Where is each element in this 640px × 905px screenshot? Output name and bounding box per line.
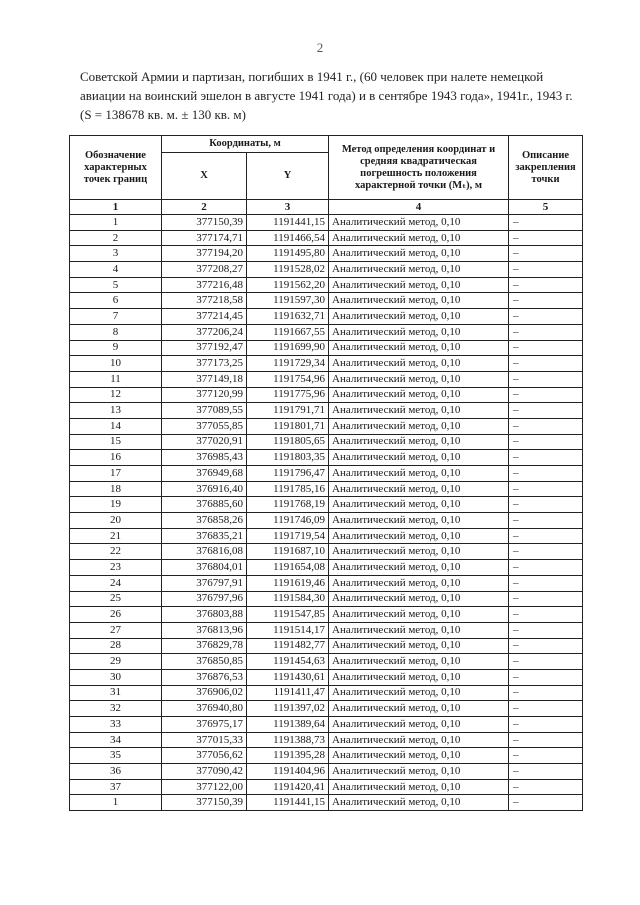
x-coordinate-cell: 376876,53: [162, 669, 247, 685]
point-cell: 3: [70, 246, 162, 262]
y-coordinate-cell: 1191454,63: [247, 654, 329, 670]
x-coordinate-cell: 376797,96: [162, 591, 247, 607]
description-cell: –: [509, 669, 583, 685]
x-coordinate-cell: 377192,47: [162, 340, 247, 356]
method-cell: Аналитический метод, 0,10: [329, 371, 509, 387]
description-cell: –: [509, 607, 583, 623]
description-cell: –: [509, 293, 583, 309]
method-cell: Аналитический метод, 0,10: [329, 434, 509, 450]
description-cell: –: [509, 544, 583, 560]
x-coordinate-cell: 376850,85: [162, 654, 247, 670]
method-cell: Аналитический метод, 0,10: [329, 466, 509, 482]
method-cell: Аналитический метод, 0,10: [329, 481, 509, 497]
y-coordinate-cell: 1191430,61: [247, 669, 329, 685]
description-cell: –: [509, 497, 583, 513]
point-cell: 34: [70, 732, 162, 748]
method-cell: Аналитический метод, 0,10: [329, 513, 509, 529]
point-cell: 37: [70, 779, 162, 795]
point-cell: 2: [70, 230, 162, 246]
x-coordinate-cell: 377056,62: [162, 748, 247, 764]
description-cell: –: [509, 685, 583, 701]
description-cell: –: [509, 450, 583, 466]
x-coordinate-cell: 377208,27: [162, 262, 247, 278]
x-coordinate-cell: 377214,45: [162, 309, 247, 325]
table-row: [70, 560, 583, 576]
table-row: [70, 575, 583, 591]
method-cell: Аналитический метод, 0,10: [329, 528, 509, 544]
point-cell: 30: [70, 669, 162, 685]
table-row: [70, 230, 583, 246]
method-cell: Аналитический метод, 0,10: [329, 418, 509, 434]
y-coordinate-cell: 1191395,28: [247, 748, 329, 764]
y-coordinate-cell: 1191389,64: [247, 717, 329, 733]
y-coordinate-cell: 1191699,90: [247, 340, 329, 356]
x-coordinate-cell: 377218,58: [162, 293, 247, 309]
table-row: [70, 669, 583, 685]
point-cell: 29: [70, 654, 162, 670]
point-cell: 14: [70, 418, 162, 434]
x-coordinate-cell: 377122,00: [162, 779, 247, 795]
method-cell: Аналитический метод, 0,10: [329, 560, 509, 576]
point-cell: 19: [70, 497, 162, 513]
x-coordinate-cell: 377194,20: [162, 246, 247, 262]
x-coordinate-cell: 376906,02: [162, 685, 247, 701]
x-coordinate-cell: 376829,78: [162, 638, 247, 654]
table-row: [70, 591, 583, 607]
table-row: [70, 779, 583, 795]
method-cell: Аналитический метод, 0,10: [329, 701, 509, 717]
table-row: [70, 607, 583, 623]
x-coordinate-cell: 376885,60: [162, 497, 247, 513]
method-cell: Аналитический метод, 0,10: [329, 403, 509, 419]
y-coordinate-cell: 1191404,96: [247, 764, 329, 780]
method-cell: Аналитический метод, 0,10: [329, 717, 509, 733]
x-coordinate-cell: 376804,01: [162, 560, 247, 576]
y-coordinate-cell: 1191687,10: [247, 544, 329, 560]
y-coordinate-cell: 1191597,30: [247, 293, 329, 309]
x-coordinate-cell: 377173,25: [162, 356, 247, 372]
table-row: [70, 717, 583, 733]
point-cell: 27: [70, 622, 162, 638]
point-cell: 26: [70, 607, 162, 623]
x-coordinate-cell: 377216,48: [162, 277, 247, 293]
description-cell: –: [509, 779, 583, 795]
table-row: [70, 685, 583, 701]
y-coordinate-cell: 1191495,80: [247, 246, 329, 262]
x-coordinate-cell: 377150,39: [162, 795, 247, 811]
description-cell: –: [509, 638, 583, 654]
column-number: 5: [509, 200, 583, 215]
y-coordinate-cell: 1191768,19: [247, 497, 329, 513]
method-cell: Аналитический метод, 0,10: [329, 638, 509, 654]
table-row: [70, 654, 583, 670]
point-cell: 23: [70, 560, 162, 576]
x-coordinate-cell: 376916,40: [162, 481, 247, 497]
table-row: [70, 262, 583, 278]
point-cell: 33: [70, 717, 162, 733]
y-coordinate-cell: 1191466,54: [247, 230, 329, 246]
y-coordinate-cell: 1191654,08: [247, 560, 329, 576]
description-cell: –: [509, 591, 583, 607]
method-cell: Аналитический метод, 0,10: [329, 591, 509, 607]
header-coordinates: Координаты, м: [162, 136, 329, 153]
x-coordinate-cell: 376803,88: [162, 607, 247, 623]
x-coordinate-cell: 376816,08: [162, 544, 247, 560]
x-coordinate-cell: 376813,96: [162, 622, 247, 638]
description-cell: –: [509, 277, 583, 293]
method-cell: Аналитический метод, 0,10: [329, 685, 509, 701]
description-cell: –: [509, 654, 583, 670]
table-row: [70, 638, 583, 654]
y-coordinate-cell: 1191441,15: [247, 215, 329, 231]
point-cell: 36: [70, 764, 162, 780]
column-number: 3: [247, 200, 329, 215]
intro-paragraph: Советской Армии и партизан, погибших в 1941 г., (60 человек при налете немецкой авиации на воинский эшелон в августе 1941 года) и в сентябре 1943 года», 1941г., 1943 г. (S = 138678 кв. м. ± 130 кв. м): [80, 69, 573, 122]
method-cell: Аналитический метод, 0,10: [329, 732, 509, 748]
x-coordinate-cell: 376940,80: [162, 701, 247, 717]
y-coordinate-cell: 1191482,77: [247, 638, 329, 654]
point-cell: 18: [70, 481, 162, 497]
description-cell: –: [509, 701, 583, 717]
y-coordinate-cell: 1191791,71: [247, 403, 329, 419]
method-cell: Аналитический метод, 0,10: [329, 246, 509, 262]
description-cell: –: [509, 340, 583, 356]
description-cell: –: [509, 560, 583, 576]
x-coordinate-cell: 376949,68: [162, 466, 247, 482]
x-coordinate-cell: 377015,33: [162, 732, 247, 748]
point-cell: 17: [70, 466, 162, 482]
point-cell: 10: [70, 356, 162, 372]
table-row: [70, 764, 583, 780]
description-cell: –: [509, 481, 583, 497]
point-cell: 6: [70, 293, 162, 309]
description-cell: –: [509, 764, 583, 780]
x-coordinate-cell: 376797,91: [162, 575, 247, 591]
point-cell: 9: [70, 340, 162, 356]
y-coordinate-cell: 1191547,85: [247, 607, 329, 623]
description-cell: –: [509, 356, 583, 372]
table-row: [70, 450, 583, 466]
x-coordinate-cell: 377206,24: [162, 324, 247, 340]
x-coordinate-cell: 377174,71: [162, 230, 247, 246]
table-row: [70, 497, 583, 513]
description-cell: –: [509, 387, 583, 403]
y-coordinate-cell: 1191667,55: [247, 324, 329, 340]
header-point-designation: Обозначение характерных точек границ: [70, 136, 162, 200]
description-cell: –: [509, 513, 583, 529]
point-cell: 15: [70, 434, 162, 450]
table-row: [70, 418, 583, 434]
method-cell: Аналитический метод, 0,10: [329, 607, 509, 623]
y-coordinate-cell: 1191420,41: [247, 779, 329, 795]
method-cell: Аналитический метод, 0,10: [329, 764, 509, 780]
header-y: Y: [247, 153, 329, 200]
y-coordinate-cell: 1191584,30: [247, 591, 329, 607]
description-cell: –: [509, 795, 583, 811]
description-cell: –: [509, 528, 583, 544]
method-cell: Аналитический метод, 0,10: [329, 356, 509, 372]
point-cell: 24: [70, 575, 162, 591]
table-row: [70, 434, 583, 450]
x-coordinate-cell: 377120,99: [162, 387, 247, 403]
table-row: [70, 513, 583, 529]
method-cell: Аналитический метод, 0,10: [329, 654, 509, 670]
table-row: [70, 387, 583, 403]
column-number: 1: [70, 200, 162, 215]
method-cell: Аналитический метод, 0,10: [329, 544, 509, 560]
table-row: [70, 701, 583, 717]
description-cell: –: [509, 230, 583, 246]
y-coordinate-cell: 1191801,71: [247, 418, 329, 434]
x-coordinate-cell: 376835,21: [162, 528, 247, 544]
y-coordinate-cell: 1191397,02: [247, 701, 329, 717]
point-cell: 16: [70, 450, 162, 466]
x-coordinate-cell: 377089,55: [162, 403, 247, 419]
point-cell: 20: [70, 513, 162, 529]
table-row: [70, 748, 583, 764]
method-cell: Аналитический метод, 0,10: [329, 748, 509, 764]
description-cell: –: [509, 575, 583, 591]
y-coordinate-cell: 1191619,46: [247, 575, 329, 591]
method-cell: Аналитический метод, 0,10: [329, 340, 509, 356]
table-row: [70, 340, 583, 356]
description-cell: –: [509, 466, 583, 482]
method-cell: Аналитический метод, 0,10: [329, 622, 509, 638]
x-coordinate-cell: 377090,42: [162, 764, 247, 780]
method-cell: Аналитический метод, 0,10: [329, 277, 509, 293]
point-cell: 12: [70, 387, 162, 403]
y-coordinate-cell: 1191729,34: [247, 356, 329, 372]
method-cell: Аналитический метод, 0,10: [329, 293, 509, 309]
y-coordinate-cell: 1191528,02: [247, 262, 329, 278]
point-cell: 28: [70, 638, 162, 654]
method-cell: Аналитический метод, 0,10: [329, 669, 509, 685]
description-cell: –: [509, 309, 583, 325]
point-cell: 5: [70, 277, 162, 293]
y-coordinate-cell: 1191388,73: [247, 732, 329, 748]
method-cell: Аналитический метод, 0,10: [329, 215, 509, 231]
y-coordinate-cell: 1191632,71: [247, 309, 329, 325]
table-row: [70, 309, 583, 325]
x-coordinate-cell: 376985,43: [162, 450, 247, 466]
point-cell: 8: [70, 324, 162, 340]
table-row: [70, 246, 583, 262]
description-cell: –: [509, 748, 583, 764]
table-row: [70, 277, 583, 293]
point-cell: 22: [70, 544, 162, 560]
column-number: 4: [329, 200, 509, 215]
y-coordinate-cell: 1191805,65: [247, 434, 329, 450]
table-row: [70, 324, 583, 340]
y-coordinate-cell: 1191785,16: [247, 481, 329, 497]
point-cell: 11: [70, 371, 162, 387]
header-description: Описание закрепления точки: [509, 136, 583, 200]
point-cell: 1: [70, 795, 162, 811]
x-coordinate-cell: 376975,17: [162, 717, 247, 733]
table-row: [70, 215, 583, 231]
method-cell: Аналитический метод, 0,10: [329, 450, 509, 466]
table-row: [70, 528, 583, 544]
x-coordinate-cell: 377055,85: [162, 418, 247, 434]
point-cell: 31: [70, 685, 162, 701]
point-cell: 35: [70, 748, 162, 764]
table-row: [70, 481, 583, 497]
x-coordinate-cell: 377020,91: [162, 434, 247, 450]
description-cell: –: [509, 622, 583, 638]
y-coordinate-cell: 1191562,20: [247, 277, 329, 293]
table-row: [70, 403, 583, 419]
method-cell: Аналитический метод, 0,10: [329, 262, 509, 278]
y-coordinate-cell: 1191775,96: [247, 387, 329, 403]
x-coordinate-cell: 377149,18: [162, 371, 247, 387]
table-row: [70, 795, 583, 811]
table-row: [70, 356, 583, 372]
x-coordinate-cell: 377150,39: [162, 215, 247, 231]
point-cell: 32: [70, 701, 162, 717]
description-cell: –: [509, 246, 583, 262]
column-number: 2: [162, 200, 247, 215]
description-cell: –: [509, 371, 583, 387]
point-cell: 1: [70, 215, 162, 231]
method-cell: Аналитический метод, 0,10: [329, 779, 509, 795]
table-row: [70, 544, 583, 560]
method-cell: Аналитический метод, 0,10: [329, 387, 509, 403]
header-x: X: [162, 153, 247, 200]
page-number: 2: [316, 40, 324, 55]
point-cell: 21: [70, 528, 162, 544]
table-row: [70, 732, 583, 748]
table-row: [70, 466, 583, 482]
method-cell: Аналитический метод, 0,10: [329, 309, 509, 325]
y-coordinate-cell: 1191803,35: [247, 450, 329, 466]
description-cell: –: [509, 434, 583, 450]
y-coordinate-cell: 1191719,54: [247, 528, 329, 544]
point-cell: 4: [70, 262, 162, 278]
point-cell: 7: [70, 309, 162, 325]
y-coordinate-cell: 1191796,47: [247, 466, 329, 482]
y-coordinate-cell: 1191441,15: [247, 795, 329, 811]
x-coordinate-cell: 376858,26: [162, 513, 247, 529]
description-cell: –: [509, 418, 583, 434]
table-row: [70, 622, 583, 638]
description-cell: –: [509, 403, 583, 419]
point-cell: 13: [70, 403, 162, 419]
coordinates-table: [69, 135, 583, 811]
method-cell: Аналитический метод, 0,10: [329, 575, 509, 591]
method-cell: Аналитический метод, 0,10: [329, 795, 509, 811]
table-row: [70, 371, 583, 387]
method-cell: Аналитический метод, 0,10: [329, 230, 509, 246]
description-cell: –: [509, 324, 583, 340]
description-cell: –: [509, 215, 583, 231]
header-method: Метод определения координат и средняя квадратическая погрешность положения характерной точки (Mₜ), м: [329, 136, 509, 200]
y-coordinate-cell: 1191754,96: [247, 371, 329, 387]
method-cell: Аналитический метод, 0,10: [329, 324, 509, 340]
method-cell: Аналитический метод, 0,10: [329, 497, 509, 513]
description-cell: –: [509, 717, 583, 733]
description-cell: –: [509, 732, 583, 748]
y-coordinate-cell: 1191514,17: [247, 622, 329, 638]
y-coordinate-cell: 1191411,47: [247, 685, 329, 701]
point-cell: 25: [70, 591, 162, 607]
table-row: [70, 293, 583, 309]
y-coordinate-cell: 1191746,09: [247, 513, 329, 529]
description-cell: –: [509, 262, 583, 278]
